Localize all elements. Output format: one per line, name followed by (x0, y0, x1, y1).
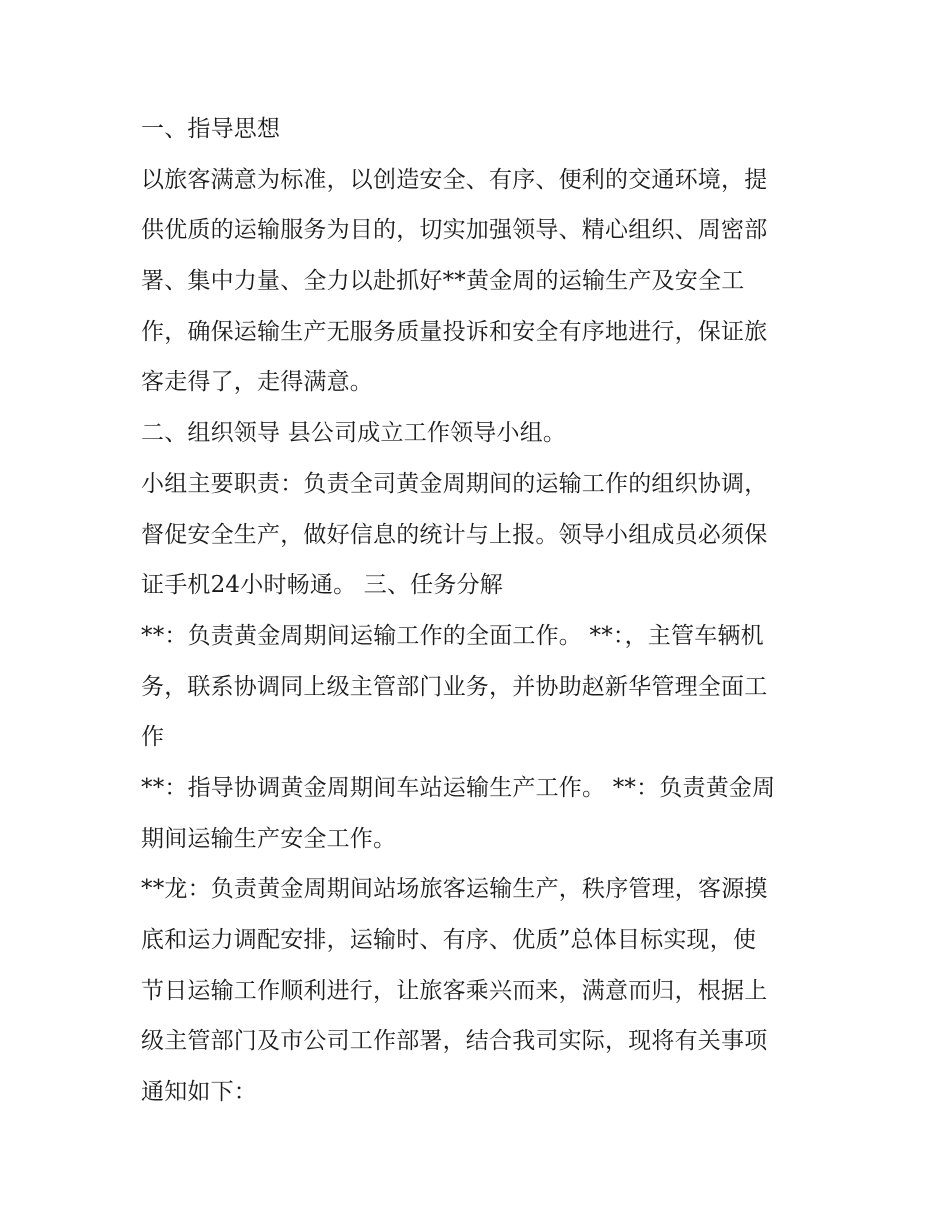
text-line: 小组主要职责：负责全司黄金周期间的运输工作的组织协调， (141, 470, 768, 497)
text-line: **：指导协调黄金周期间车站运输生产工作。 **：负责黄金周 (141, 774, 776, 801)
text-line: 节日运输工作顺利进行，让旅客乘兴而来，满意而归，根据上 (141, 977, 768, 1004)
text-line: 客走得了，走得满意。 (141, 369, 373, 396)
text-line: 底和运力调配安排，运输时、有序、优质”总体目标实现，使 (141, 927, 757, 953)
text-line: 署、集中力量、全力以赴抓好**黄金周的运输生产及安全工 (141, 268, 745, 295)
text-line: 供优质的运输服务为目的，切实加强领导、精心组织、周密部 (141, 217, 768, 244)
text-line: **：负责黄金周期间运输工作的全面工作。 **：，主管车辆机 (141, 622, 764, 649)
section-heading-organization: 二、组织领导 县公司成立工作领导小组。 (141, 420, 567, 447)
text-line: 期间运输生产安全工作。 (141, 825, 397, 852)
document-body (141, 104, 813, 1118)
text-line: 通知如下： (141, 1079, 257, 1106)
text-line: 证手机24小时畅通。 三、任务分解 (141, 572, 503, 599)
text-line: **龙：负责黄金周期间站场旅客运输生产，秩序管理，客源摸 (141, 876, 768, 903)
text-line: 作，确保运输生产无服务质量投诉和安全有序地进行，保证旅 (141, 318, 768, 345)
section-heading-guiding-ideology: 一、指导思想 (141, 116, 281, 142)
text-line: 督促安全生产，做好信息的统计与上报。领导小组成员必须保 (141, 521, 768, 548)
text-line: 以旅客满意为标准，以创造安全、有序、便利的交通环境，提 (141, 166, 768, 193)
text-line: 级主管部门及市公司工作部署，结合我司实际，现将有关事项 (141, 1028, 768, 1055)
text-line: 务，联系协调同上级主管部门业务，并协助赵新华管理全面工 (141, 673, 768, 700)
text-line: 作 (141, 724, 165, 751)
